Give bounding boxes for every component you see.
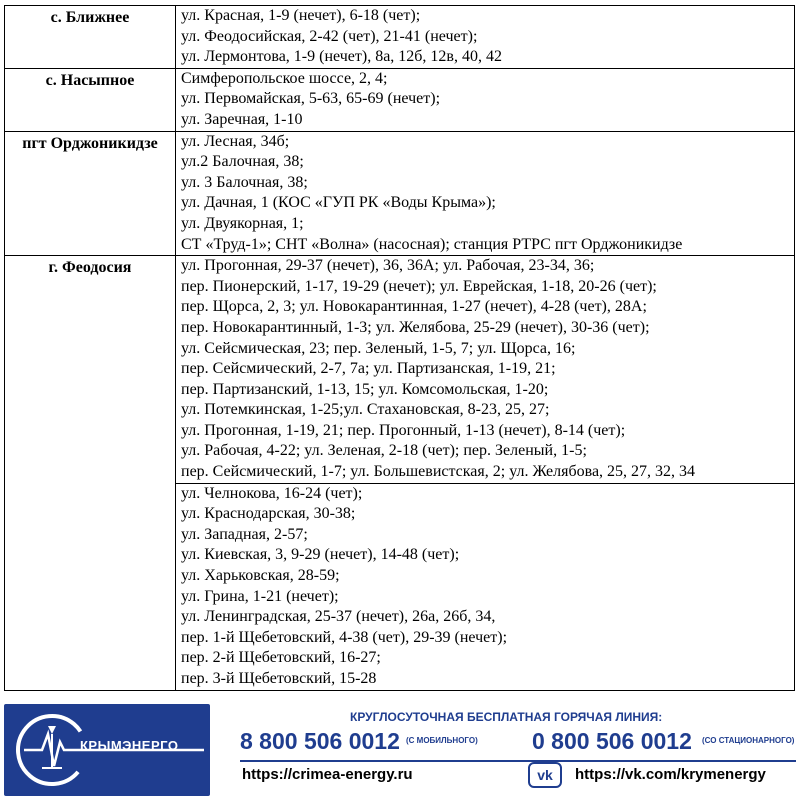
address-line: ул. Заречная, 1-10	[181, 110, 303, 128]
address-line: ул. Потемкинская, 1-25;ул. Стахановская, 8-23, 25, 27;	[181, 401, 550, 419]
address-line: ул. Харьковская, 28-59;	[181, 567, 340, 585]
address-line: ул. Грина, 1-21 (нечет);	[181, 587, 339, 605]
address-line: ул. Двуякорная, 1;	[181, 214, 304, 232]
address-line: пер. Новокарантинный, 1-3; ул. Желябова, 25-29 (нечет), 30-36 (чет);	[181, 318, 650, 336]
address-line: ул. Феодосийская, 2-42 (чет), 21-41 (нечет);	[181, 27, 478, 45]
footer-banner	[0, 700, 800, 800]
address-line: ул. Киевская, 3, 9-29 (нечет), 14-48 (чет);	[181, 546, 460, 564]
address-line: ул. Прогонная, 1-19, 21; пер. Прогонный, 1-13 (нечет), 8-14 (чет);	[181, 421, 626, 439]
address-line: ул. Лесная, 34б;	[181, 132, 290, 150]
table-row	[5, 256, 795, 484]
locality-cell: г. Феодосия	[5, 256, 176, 690]
locality-cell: с. Ближнее	[5, 6, 176, 69]
hotline-title: КРУГЛОСУТОЧНАЯ БЕСПЛАТНАЯ ГОРЯЧАЯ ЛИНИЯ:	[350, 710, 663, 724]
address-line: ул. Ленинградская, 25-37 (нечет), 26а, 26б, 34,	[181, 608, 496, 626]
address-line: ул. Сейсмическая, 23; пер. Зеленый, 1-5, 7; ул. Щорса, 16;	[181, 339, 576, 357]
phone-landline[interactable]: 0 800 506 0012	[532, 728, 692, 754]
table-row	[5, 68, 795, 131]
address-line: ул. Дачная, 1 (КОС «ГУП РК «Воды Крыма»);	[181, 194, 496, 212]
address-line: ул. 3 Балочная, 38;	[181, 173, 308, 191]
locality-cell: пгт Орджоникидзе	[5, 131, 176, 256]
vk-icon[interactable]: vk	[528, 762, 562, 788]
table-row	[5, 131, 795, 256]
address-line: ул. Челнокова, 16-24 (чет);	[181, 484, 363, 502]
address-line: пер. 1-й Щебетовский, 4-38 (чет), 29-39 (нечет);	[181, 628, 508, 646]
address-line: ул. Краснодарская, 30-38;	[181, 505, 356, 523]
address-line: ул. Прогонная, 29-37 (нечет), 36, 36А; ул. Рабочая, 23-34, 36;	[181, 257, 595, 275]
address-line: пер. Сейсмический, 2-7, 7а; ул. Партизанская, 1-19, 21;	[181, 360, 556, 378]
address-cell	[176, 256, 795, 484]
website-link[interactable]: https://crimea-energy.ru	[242, 766, 413, 783]
address-line: Симферопольское шоссе, 2, 4;	[181, 69, 388, 87]
address-line: ул. Красная, 1-9 (нечет), 6-18 (чет);	[181, 7, 421, 24]
address-cell	[176, 131, 795, 256]
address-line: пер. Сейсмический, 1-7; ул. Большевистская, 2; ул. Желябова, 25, 27, 32, 34	[181, 463, 696, 481]
address-line: пер. Пионерский, 1-17, 19-29 (нечет); ул. Еврейская, 1-18, 20-26 (чет);	[181, 277, 657, 295]
address-line: ул. Лермонтова, 1-9 (нечет), 8а, 12б, 12в, 40, 42	[181, 48, 502, 66]
address-line: пер. 2-й Щебетовский, 16-27;	[181, 649, 381, 667]
phone-landline-note: (СО СТАЦИОНАРНОГО)	[702, 736, 795, 745]
address-line: пер. Партизанский, 1-13, 15; ул. Комсомольская, 1-20;	[181, 380, 549, 398]
footer-divider	[240, 760, 796, 762]
vk-link[interactable]: https://vk.com/krymenergy	[575, 766, 766, 783]
outage-address-table	[4, 5, 795, 691]
address-line: СТ «Труд-1»; СНТ «Волна» (насосная); станция РТРС пгт Орджоникидзе	[181, 235, 683, 253]
address-cell	[176, 68, 795, 131]
locality-cell: с. Насыпное	[5, 68, 176, 131]
phone-mobile-note: (С МОБИЛЬНОГО)	[406, 736, 478, 745]
address-line: пер. 3-й Щебетовский, 15-28	[181, 670, 377, 687]
address-line: ул.2 Балочная, 38;	[181, 153, 304, 171]
address-line: пер. Щорса, 2, 3; ул. Новокарантинная, 1-27 (нечет), 4-28 (чет), 28А;	[181, 298, 647, 316]
table-row	[5, 6, 795, 69]
address-cell	[176, 6, 795, 69]
phone-mobile[interactable]: 8 800 506 0012	[240, 728, 400, 754]
krymenergo-logo	[4, 704, 210, 796]
address-cell	[176, 483, 795, 690]
address-line: ул. Первомайская, 5-63, 65-69 (нечет);	[181, 90, 441, 108]
logo-text: КРЫМЭНЕРГО	[80, 738, 179, 753]
address-line: ул. Рабочая, 4-22; ул. Зеленая, 2-18 (чет); пер. Зеленый, 1-5;	[181, 442, 587, 460]
address-line: ул. Западная, 2-57;	[181, 525, 308, 543]
